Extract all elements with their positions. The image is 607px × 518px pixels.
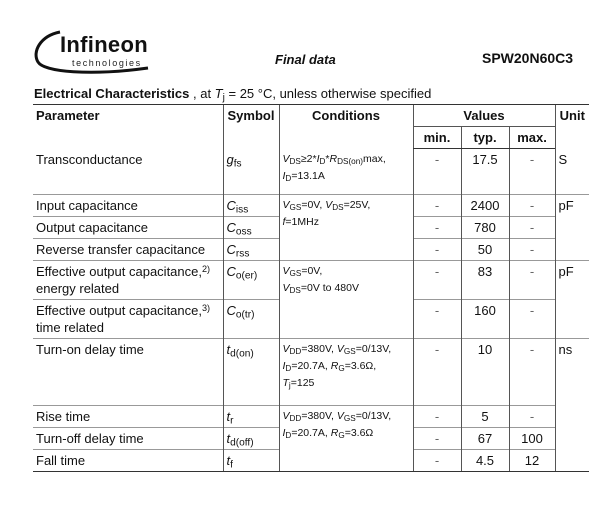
logo-tagline: technologies [72,58,142,68]
table-row: Effective output capacitance,$^{3)}$ time related $C_{o(tr)}$ - 160 - [33,300,589,339]
part-number: SPW20N60C3 [482,50,574,66]
section-title-text: Electrical Characteristics [34,86,190,101]
table-row: Fall time $t_f$ - 4.5 12 [33,450,589,472]
header-row [33,105,589,127]
col-symbol: Symbol [223,105,279,149]
table-row: Output capacitance $C_{oss}$ - 780 - [33,217,589,239]
col-parameter: Parameter [33,105,223,149]
electrical-characteristics-table [33,104,589,472]
table-row: Input capacitance $C_{iss}$ $V_{GS}=0V$, $V_{DS}=25V$, f=1MHz - 2400 - pF [33,195,589,217]
col-min: min. [413,127,461,149]
table-row: Turn-on delay time $t_{d(on)}$ $V_{DD}=380V$, $V_{GS}=0/13V$, $I_D=20.7A$, $R_G=3.6\Omega$, $T_j=125$ - 10 - ns [33,339,589,406]
col-unit: Unit [555,105,589,149]
document-status: Final data [275,52,336,67]
table-row: Reverse transfer capacitance $C_{rss}$ - 50 - [33,239,589,261]
col-conditions: Conditions [279,105,413,149]
section-title: Electrical Characteristics , at $T_j = 25$ °C, unless otherwise specified [34,86,432,104]
col-typ: typ. [461,127,509,149]
condition-cell: $V_{GS}=0V$, $V_{DS}=0V$ to 480V [279,261,413,339]
table-row: Transconductance $g_{fs}$ $V_{DS}\ge 2*I_D*R_{DS(on)}\max$, $I_D=13.1A$ - 17.5 - S [33,149,589,195]
condition-cell: $V_{GS}=0V$, $V_{DS}=25V$, f=1MHz [279,195,413,261]
col-max: max. [509,127,555,149]
table-row: Effective output capacitance,$^{2)}$ energy related $C_{o(er)}$ $V_{GS}=0V$, $V_{DS}=0V$ to 480V - 83 - pF [33,261,589,300]
condition-cell: $V_{DS}\ge 2*I_D*R_{DS(on)}\max$, $I_D=13.1A$ [279,149,413,195]
condition-cell: $V_{DD}=380V$, $V_{GS}=0/13V$, $I_D=20.7A$, $R_G=3.6\Omega$ [279,406,413,472]
logo-wordmark: Infineon [60,32,148,57]
condition-cell: $V_{DD}=380V$, $V_{GS}=0/13V$, $I_D=20.7A$, $R_G=3.6\Omega$, $T_j=125$ [279,339,413,406]
table-row: Rise time $t_r$ $V_{DD}=380V$, $V_{GS}=0/13V$, $I_D=20.7A$, $R_G=3.6\Omega$ - 5 - [33,406,589,428]
table-row: Turn-off delay time $t_{d(off)}$ - 67 100 [33,428,589,450]
col-values: Values [413,105,555,127]
infineon-logo [30,28,170,80]
